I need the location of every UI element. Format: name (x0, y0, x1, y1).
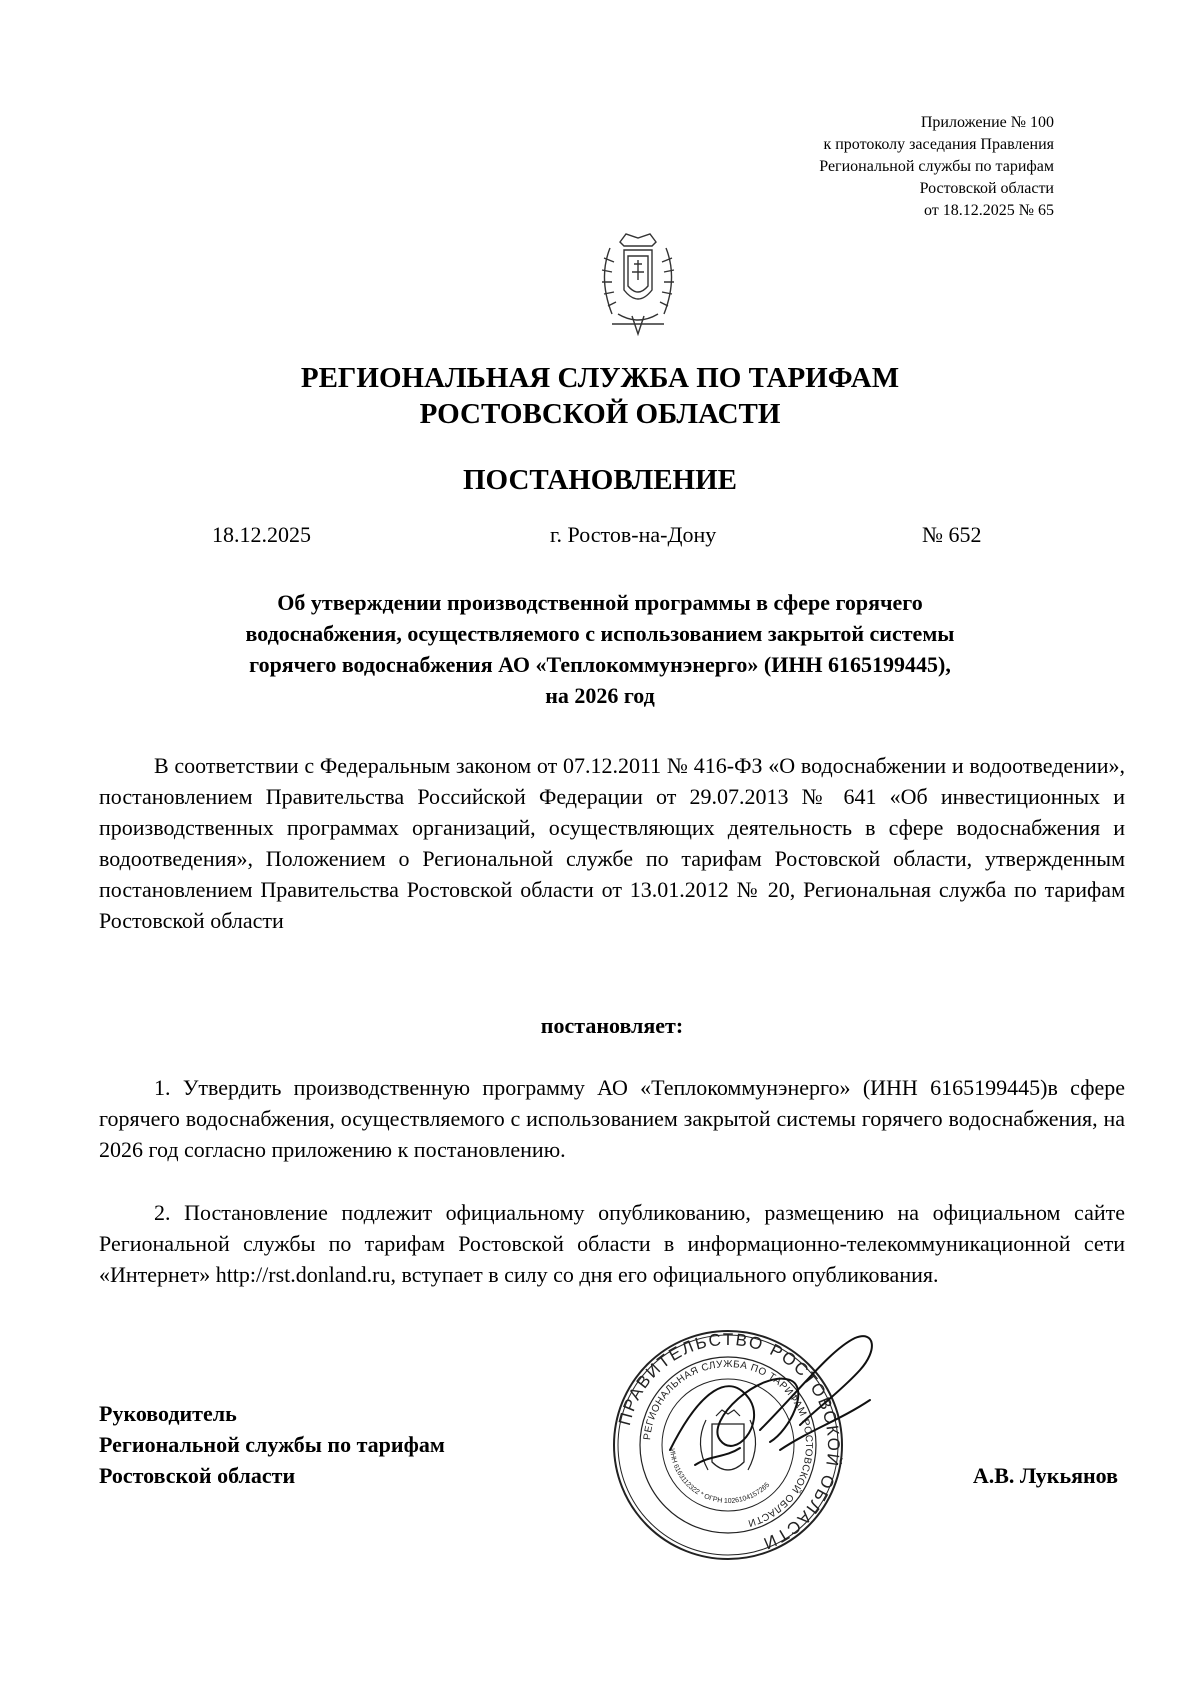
appendix-line: Региональной службы по тарифам (819, 158, 1054, 175)
signer-title-line: Ростовской области (99, 1463, 296, 1488)
seal-outer-text: ПРАВИТЕЛЬСТВО РОСТОВСКОЙ ОБЛАСТИ (615, 1329, 844, 1554)
signer-title (99, 1398, 445, 1491)
document-date: 18.12.2025 (212, 522, 311, 547)
coat-of-arms-icon (590, 228, 686, 338)
appendix-line: Ростовской области (919, 180, 1054, 197)
subject-line: горячего водоснабжения АО «Теплокоммунэнерго» (ИНН 6165199445), (249, 652, 951, 677)
document-subject (150, 587, 1050, 711)
signer-title-line: Руководитель (99, 1401, 237, 1426)
org-title-line: РОСТОВСКОЙ ОБЛАСТИ (419, 398, 781, 430)
appendix-line: Приложение № 100 (920, 114, 1054, 131)
appendix-line: от 18.12.2025 № 65 (923, 202, 1054, 219)
handwritten-signature-icon (640, 1330, 890, 1510)
subject-line: на 2026 год (545, 683, 655, 708)
signer-title-line: Региональной службы по тарифам (99, 1432, 445, 1457)
subject-line: Об утверждении производственной программы в сфере горячего (277, 590, 923, 615)
organization-title (100, 360, 1100, 432)
seal-codes-text: ИНН 6163112322 * ОГРН 1026104157265 (668, 1448, 772, 1506)
intro-paragraph: В соответствии с Федеральным законом от 07.12.2011 № 416-ФЗ «О водоснабжении и водоотведении», постановлением Правительства Российской Федерации от 29.07.2013 № 641 «Об инвестиционных и производственных программах организаций, осуществляющих деятельность в сфере водоснабжения и водоотведения», Положением о Региональной службе по тарифам Ростовской области, утвержденным постановлением Правительства Ростовской области от 13.01.2012 № 20, Региональная служба по тарифам Ростовской области (99, 753, 1125, 933)
appendix-note (694, 112, 1054, 222)
org-title-line: РЕГИОНАЛЬНАЯ СЛУЖБА ПО ТАРИФАМ (300, 362, 900, 394)
appendix-line: к протоколу заседания Правления (823, 136, 1054, 153)
seal-inner-text: РЕГИОНАЛЬНАЯ СЛУЖБА ПО ТАРИФАМ РОСТОВСКОЙ ОБЛАСТИ (642, 1358, 815, 1529)
subject-line: водоснабжения, осуществляемого с использованием закрытой системы (245, 621, 955, 646)
document-type: ПОСТАНОВЛЕНИЕ (462, 464, 737, 496)
document-city: г. Ростов-на-Дону (550, 522, 717, 547)
decrees-heading: постановляет: (540, 1013, 684, 1038)
decree-item-2: 2. Постановление подлежит официальному опубликованию, размещению на официальном сайте Региональной службы по тарифам Ростовской области в информационно-телекоммуникационной сети «Интернет» http://rst.donland.ru, вступает в силу со дня его официального опубликования. (99, 1200, 1125, 1287)
decree-item-1: 1. Утвердить производственную программу АО «Теплокоммунэнерго» (ИНН 6165199445)в сфере горячего водоснабжения, осуществляемого с использованием закрытой системы горячего водоснабжения, на 2026 год согласно приложению к постановлению. (99, 1075, 1125, 1162)
document-number: № 652 (922, 522, 982, 547)
signer-name: А.В. Лукьянов (972, 1463, 1118, 1488)
